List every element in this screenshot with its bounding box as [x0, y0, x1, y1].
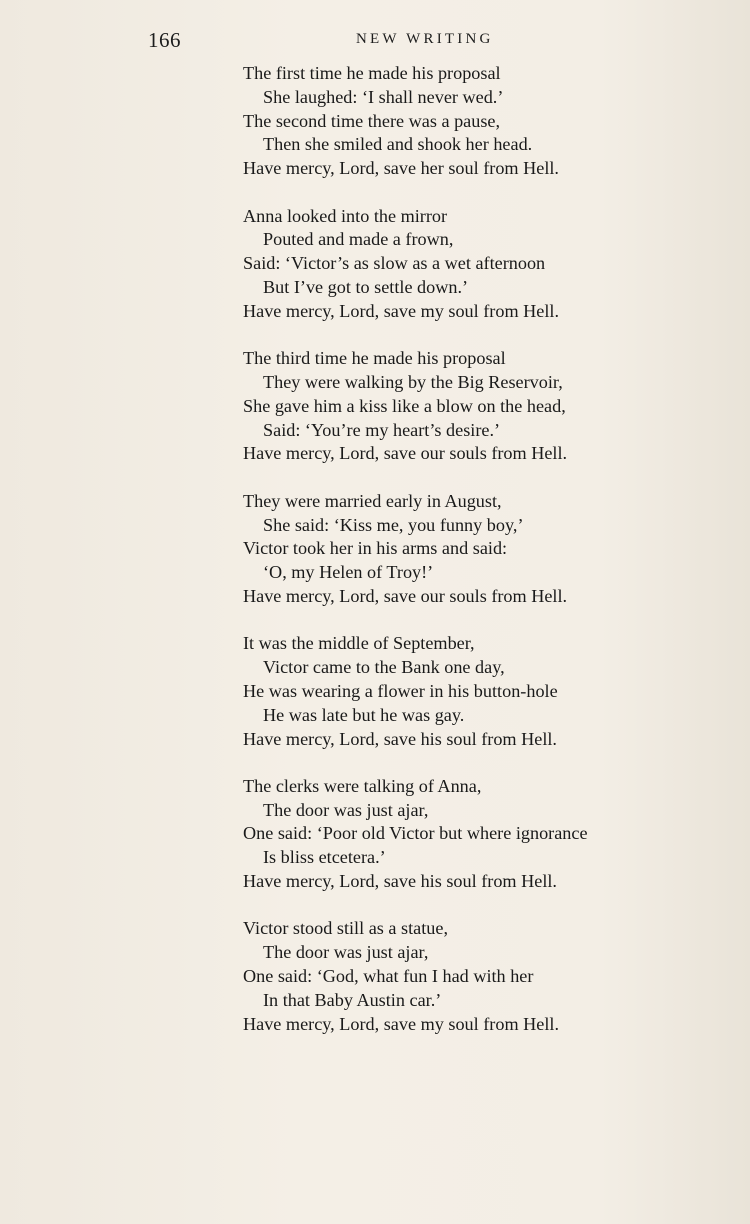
poem-line: They were married early in August,: [243, 490, 502, 511]
stanza: [243, 62, 723, 181]
poem-line: He was wearing a flower in his button-hole: [243, 680, 558, 701]
poem: [243, 62, 723, 1060]
poem-line: The second time there was a pause,: [243, 110, 501, 131]
refrain-line: Have mercy, Lord, save her soul from Hell.: [243, 158, 559, 179]
poem-line: The door was just ajar,: [263, 799, 429, 820]
stanza: [243, 775, 723, 894]
page-number: 166: [148, 28, 181, 52]
poem-line: He was late but he was gay.: [263, 704, 465, 725]
stanza: [243, 632, 723, 751]
poem-line: Victor came to the Bank one day,: [263, 657, 505, 678]
running-head: NEW WRITING: [356, 31, 494, 47]
poem-line: Said: ‘You’re my heart’s desire.’: [263, 419, 501, 440]
poem-line: One said: ‘God, what fun I had with her: [243, 966, 534, 987]
poem-line: Said: ‘Victor’s as slow as a wet afternoon: [243, 253, 546, 274]
page-header: [0, 28, 750, 58]
poem-line: Then she smiled and shook her head.: [263, 134, 533, 155]
refrain-line: Have mercy, Lord, save our souls from Hell.: [243, 585, 568, 606]
poem-line: The first time he made his proposal: [243, 63, 501, 83]
poem-line: She said: ‘Kiss me, you funny boy,’: [263, 514, 524, 535]
poem-line: The clerks were talking of Anna,: [243, 775, 482, 796]
stanza: [243, 347, 723, 466]
refrain-line: Have mercy, Lord, save my soul from Hell.: [243, 1013, 559, 1034]
poem-line: ‘O, my Helen of Troy!’: [263, 562, 434, 583]
poem-line: Is bliss etcetera.’: [263, 847, 386, 868]
poem-line: She laughed: ‘I shall never wed.’: [263, 86, 504, 107]
poem-line: They were walking by the Big Reservoir,: [263, 371, 563, 392]
poem-line: Victor took her in his arms and said:: [243, 538, 508, 559]
refrain-line: Have mercy, Lord, save our souls from Hell.: [243, 443, 568, 464]
poem-line: The third time he made his proposal: [243, 348, 506, 369]
poem-line: In that Baby Austin car.’: [263, 989, 442, 1010]
stanza: [243, 205, 723, 324]
stanza: [243, 490, 723, 609]
poem-line: One said: ‘Poor old Victor but where ignorance: [243, 823, 588, 844]
stanza: [243, 917, 723, 1036]
refrain-line: Have mercy, Lord, save my soul from Hell.: [243, 300, 559, 321]
poem-line: But I’ve got to settle down.’: [263, 276, 469, 297]
poem-line: Pouted and made a frown,: [263, 229, 454, 250]
poem-line: Victor stood still as a statue,: [243, 918, 448, 939]
poem-line: The door was just ajar,: [263, 942, 429, 963]
poem-line: Anna looked into the mirror: [243, 205, 448, 226]
refrain-line: Have mercy, Lord, save his soul from Hell.: [243, 871, 557, 892]
refrain-line: Have mercy, Lord, save his soul from Hell.: [243, 728, 557, 749]
poem-line: It was the middle of September,: [243, 633, 475, 654]
poem-line: She gave him a kiss like a blow on the head,: [243, 395, 566, 416]
